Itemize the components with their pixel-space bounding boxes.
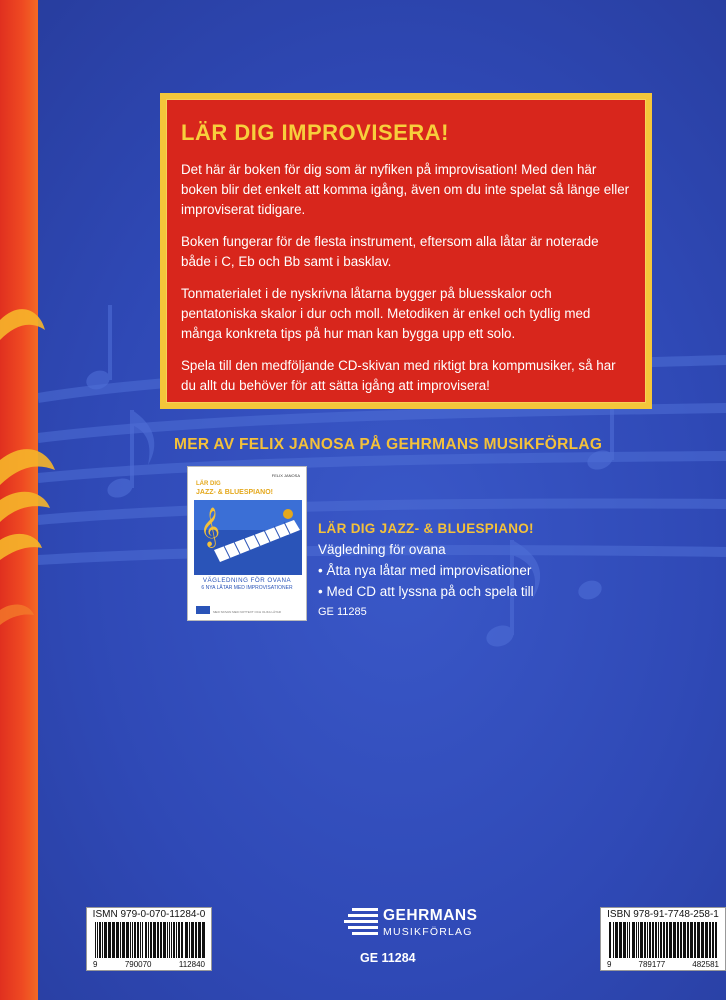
flame-decoration [0,0,60,1000]
barcode-bar [108,922,111,958]
catalog-code: GE 11284 [360,951,416,965]
barcode-bar [148,922,149,958]
barcode-bar [636,922,637,958]
barcode-bar [181,922,183,958]
barcode-bar [134,922,136,958]
barcode-bar [176,922,177,958]
barcode-bar [167,922,168,958]
thumbnail-publisher-logo [196,606,210,614]
barcode-bar [715,922,717,958]
book-thumbnail [187,466,307,621]
barcode-bar [171,922,172,958]
barcode-bar [126,922,129,958]
ismn-barcode [86,907,212,971]
thumbnail-small-text: MED SKIVAN MED NOTTEXT OCH OLIKA LÅTAR [213,610,281,614]
product-line: Vägledning för ovana [318,542,446,557]
info-box-inner [166,99,646,403]
barcode-bar [169,922,170,958]
barcode-bar [694,922,696,958]
product-line: • Åtta nya låtar med improvisationer [318,563,532,578]
barcode-bar [150,922,152,958]
barcode-bar [160,922,162,958]
publisher-name: GEHRMANS [383,907,478,924]
info-paragraph-3: Tonmaterialet i de nyskrivna låtarna bygger på bluesskalor och pentatoniska skalor i dur och moll. Metodiken är enkel och tydlig med många konkreta tips på hur man kan bygga upp ett solo. [181,286,591,341]
barcode-bar [709,922,711,958]
barcode-bar [701,922,704,958]
barcode-bar [687,922,689,958]
barcode-bar [609,922,611,958]
barcode-bar [640,922,643,958]
barcode-bar [137,922,139,958]
thumbnail-title-line1: LÄR DIG [196,481,221,487]
publisher-logo [338,902,488,952]
info-paragraph-1: Det här är boken för dig som är nyfiken på improvisation! Med den här boken blir det enkelt att komma igång, även om du inte spelat så länge eller improviserat tidigare. [181,162,630,217]
barcode-digit: 112840 [178,960,205,969]
product-line: • Med CD att lyssna på och spela till [318,584,534,599]
info-box-title: LÄR DIG IMPROVISERA! [181,120,449,145]
barcode-bar [683,922,686,958]
isbn-label: ISBN 978-91-7748-258-1 [607,909,719,920]
barcode-bar [660,922,662,958]
barcode-digit: 482581 [692,960,719,969]
publisher-emblem-icon [338,904,380,944]
barcode-bar [680,922,682,958]
barcode-bar [632,922,635,958]
barcode-bar [649,922,651,958]
barcode-bar [629,922,630,958]
barcode-bar [644,922,646,958]
barcode-bar [198,922,201,958]
barcode-bar [142,922,143,958]
thumbnail-subtitle: VÄGLEDNING FÖR OVANA [202,577,292,584]
barcode-bar [705,922,708,958]
barcode-bar [153,922,156,958]
barcode-bar [102,922,103,958]
barcode-bar [647,922,648,958]
barcode-bar [191,922,194,958]
barcode-bars [607,922,721,960]
barcode-bar [202,922,205,958]
barcode-bar [130,922,131,958]
isbn-barcode [600,907,726,971]
barcode-bar [677,922,679,958]
product-info [318,521,534,618]
barcode-bar [195,922,197,958]
barcode-bar [122,922,125,958]
barcode-bar [157,922,159,958]
barcode-bar [132,922,133,958]
barcode-bar [97,922,98,958]
barcode-bar [655,922,657,958]
barcode-digits [87,960,211,969]
barcode-bar [627,922,628,958]
barcode-bar [116,922,119,958]
barcode-bar [652,922,654,958]
barcode-bar [185,922,188,958]
thumbnail-subtitle-2: 6 NYA LÅTAR MED IMPROVISATIONER [201,585,293,591]
thumbnail-piano-art [194,500,302,575]
product-code: GE 11285 [318,606,367,618]
barcode-bar [178,922,180,958]
barcode-bar [163,922,166,958]
barcode-bar [623,922,626,958]
barcode-bar [658,922,659,958]
barcode-bar [95,922,96,958]
barcode-bar [112,922,115,958]
barcode-bar [697,922,700,958]
thumbnail-title-line2: JAZZ- & BLUESPIANO! [196,489,273,496]
barcode-bar [666,922,668,958]
barcode-bar [669,922,672,958]
publisher-subtitle: MUSIKFÖRLAG [383,926,473,938]
svg-text:𝄞: 𝄞 [200,507,221,547]
barcode-bar [613,922,614,958]
barcode-bar [145,922,147,958]
barcode-bar [712,922,714,958]
barcode-bar [189,922,190,958]
barcode-digit: 9 [607,960,612,969]
barcode-digit: 790070 [124,960,152,969]
barcode-bar [104,922,107,958]
more-by-author-heading: MER AV FELIX JANOSA PÅ GEHRMANS MUSIKFÖRLAG [174,436,603,453]
info-paragraph-2: Boken fungerar för de flesta instrument, eftersom alla låtar är noterade både i C, Eb och Bb samt i basklav. [181,234,599,269]
product-title: LÄR DIG JAZZ- & BLUESPIANO! [318,521,534,536]
barcode-bar [673,922,676,958]
thumbnail-author: FELIX JANOSA [271,473,300,478]
ismn-label: ISMN 979-0-070-11284-0 [92,909,206,920]
barcode-bar [638,922,639,958]
barcode-bar [690,922,693,958]
info-box [160,93,652,409]
barcode-bar [615,922,618,958]
barcode-digits [601,960,725,969]
barcode-digit: 789177 [638,960,666,969]
barcode-bar [140,922,141,958]
barcode-digit: 9 [93,960,98,969]
barcode-bar [120,922,121,958]
barcode-bars [93,922,207,960]
barcode-bar [663,922,665,958]
barcode-bar [619,922,622,958]
barcode-bar [99,922,101,958]
barcode-bar [173,922,175,958]
info-paragraph-4: Spela till den medföljande CD-skivan med riktigt bra kompmusiker, så har du allt du behöver för att sätta igång att improvisera! [181,358,616,393]
